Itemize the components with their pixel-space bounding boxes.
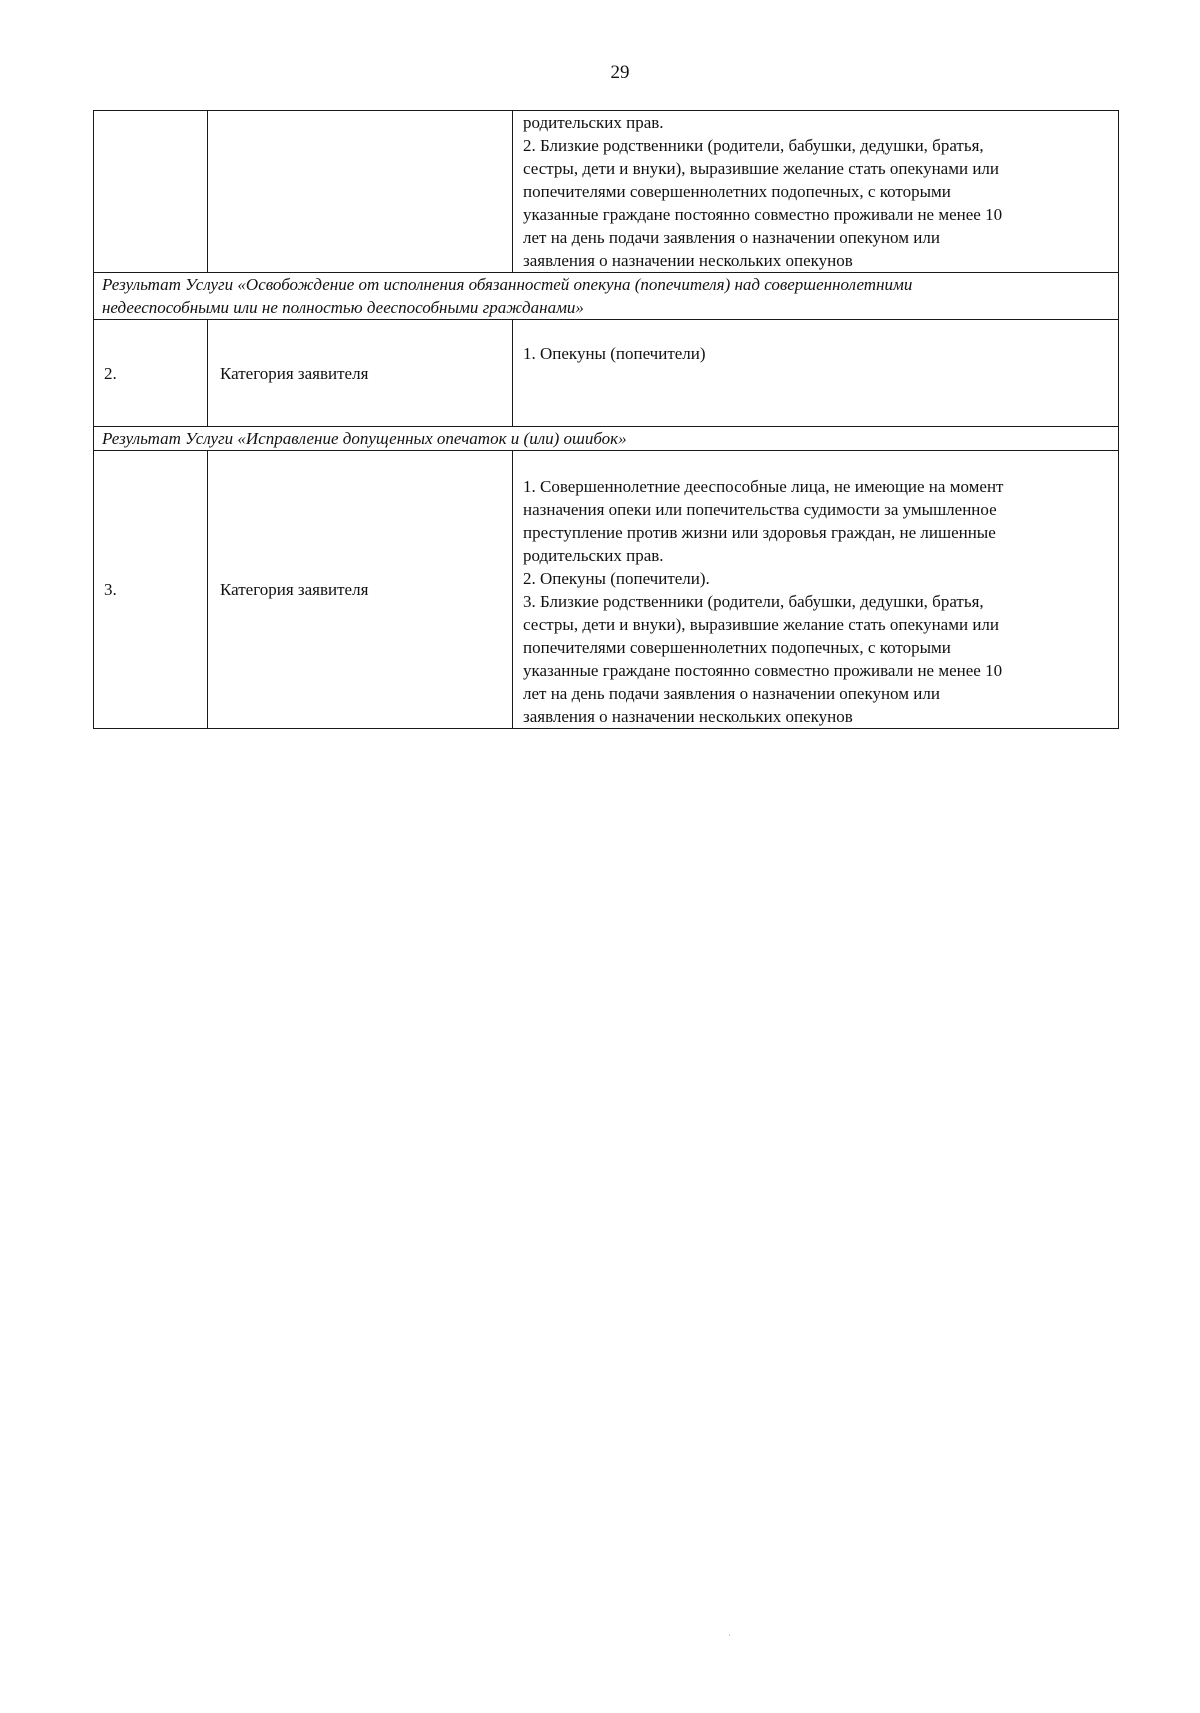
description-line: указанные граждане постоянно совместно проживали не менее 10	[523, 205, 1003, 224]
category-cell: Категория заявителя	[208, 451, 513, 729]
table-row	[94, 111, 1119, 273]
row-number-cell: 2.	[94, 320, 208, 427]
description-line: лет на день подачи заявления о назначении опекуном или	[523, 228, 940, 247]
description-line: попечителями совершеннолетних подопечных, с которыми	[523, 638, 951, 657]
description-line: заявления о назначении нескольких опекунов	[523, 251, 853, 270]
description-line: указанные граждане постоянно совместно проживали не менее 10	[523, 661, 1003, 680]
row-number-cell: 3.	[94, 451, 208, 729]
scan-speck: ·	[728, 1630, 731, 1640]
section-header-line: Результат Услуги «Исправление допущенных опечаток и (или) ошибок»	[102, 429, 627, 448]
description-line: 2. Близкие родственники (родители, бабушки, дедушки, братья,	[523, 136, 984, 155]
description-line: родительских прав.	[523, 546, 664, 565]
category-cell: Категория заявителя	[208, 320, 513, 427]
section-header-line: Результат Услуги «Освобождение от исполнения обязанностей опекуна (попечителя) над совершеннолетними	[102, 275, 913, 294]
description-line: 2. Опекуны (попечители).	[523, 569, 710, 588]
description-line: преступление против жизни или здоровья граждан, не лишенные	[523, 523, 996, 542]
section-header	[94, 273, 1119, 320]
table-row	[94, 451, 1119, 729]
description-line: попечителями совершеннолетних подопечных, с которыми	[523, 182, 951, 201]
description-line: родительских прав.	[523, 113, 664, 132]
section-header-row	[94, 273, 1119, 320]
description-line: назначения опеки или попечительства судимости за умышленное	[523, 500, 997, 519]
description-line: сестры, дети и внуки), выразившие желание стать опекунами или	[523, 615, 999, 634]
section-header-line: недееспособными или не полностью дееспособными гражданами»	[102, 298, 584, 317]
description-cell: 1. Опекуны (попечители)	[513, 320, 1119, 427]
document-table	[93, 110, 1119, 729]
description-line: заявления о назначении нескольких опекунов	[523, 707, 853, 726]
description-line: 1. Совершеннолетние дееспособные лица, не имеющие на момент	[523, 477, 1004, 496]
description-cell	[513, 111, 1119, 273]
description-line: лет на день подачи заявления о назначении опекуном или	[523, 684, 940, 703]
table-row	[94, 320, 1119, 427]
section-header-row	[94, 427, 1119, 451]
description-line: сестры, дети и внуки), выразившие желание стать опекунами или	[523, 159, 999, 178]
page-number: 29	[610, 62, 630, 83]
category-cell	[208, 111, 513, 273]
description-line: 3. Близкие родственники (родители, бабушки, дедушки, братья,	[523, 592, 984, 611]
row-number-cell	[94, 111, 208, 273]
section-header	[94, 427, 1119, 451]
description-cell	[513, 451, 1119, 729]
